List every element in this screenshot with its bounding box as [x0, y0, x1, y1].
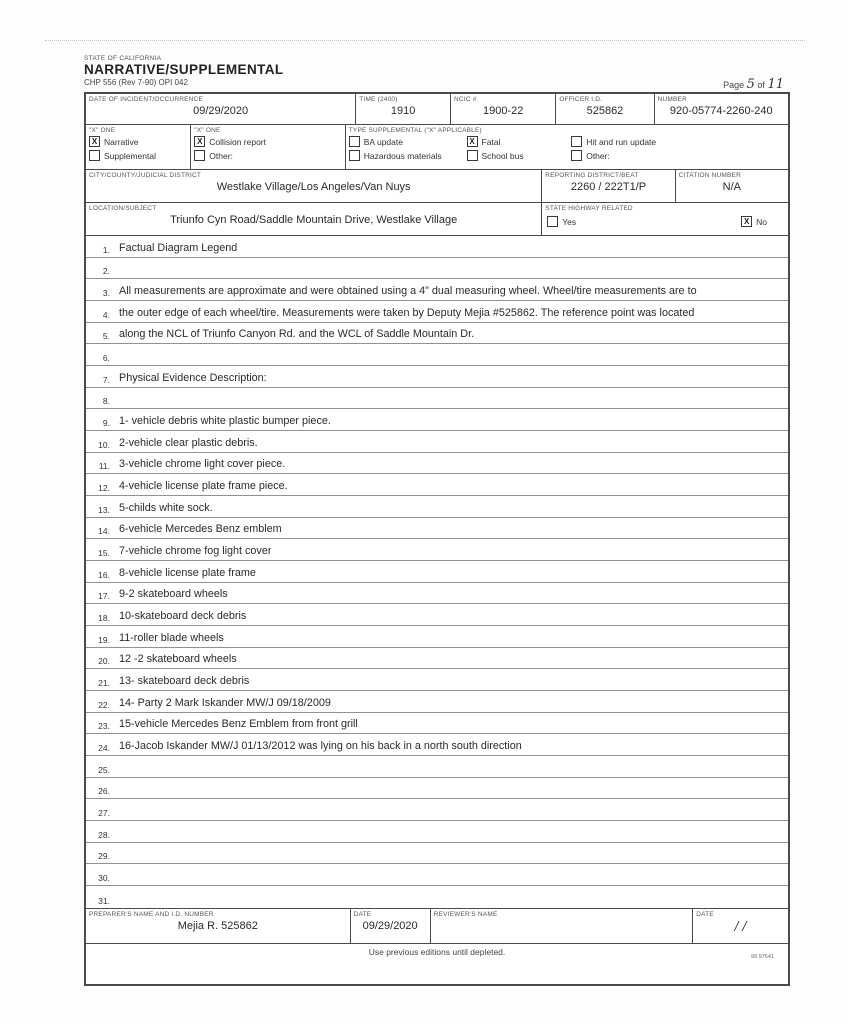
narrative-line — [86, 691, 788, 713]
field-date-of-incident: DATE OF INCIDENT/OCCURRENCE 09/29/2020 — [86, 94, 356, 124]
line-number: 22. — [98, 699, 110, 710]
narrative-line — [86, 669, 788, 691]
page-indicator — [723, 77, 784, 92]
narrative-line — [86, 409, 788, 431]
checkbox-icon — [89, 136, 100, 147]
narrative-line — [86, 821, 788, 843]
row-incident-info — [86, 94, 788, 125]
field-location: LOCATION/SUBJECT Triunfo Cyn Road/Saddle Mountain Drive, Westlake Village — [86, 203, 542, 235]
narrative-line — [86, 778, 788, 800]
row-jurisdiction — [86, 170, 788, 203]
group-x-one-1: "X" ONE X Narrative Supplemental — [86, 125, 191, 169]
page-total: 11 — [767, 77, 784, 92]
line-text: 9-2 skateboard wheels — [119, 588, 228, 601]
line-number: 17. — [98, 591, 110, 602]
form-table — [84, 92, 790, 986]
line-text: 7-vehicle chrome fog light cover — [119, 545, 272, 558]
checkbox-icon — [571, 136, 582, 147]
narrative-line — [86, 453, 788, 475]
line-number: 6. — [102, 353, 110, 364]
line-number: 4. — [102, 309, 110, 320]
narrative-line — [86, 561, 788, 583]
line-text: All measurements are approximate and were obtained using a 4" dual measuring wheel. Wheel/tire measurements are to — [119, 285, 697, 298]
narrative-line — [86, 496, 788, 518]
line-number: 10. — [98, 439, 110, 450]
narrative-line — [86, 474, 788, 496]
supplemental-checkbox: Supplemental — [89, 150, 187, 161]
line-text: 8-vehicle license plate frame — [119, 566, 256, 579]
state-label: STATE OF CALIFORNIA — [84, 55, 162, 62]
line-text: 6-vehicle Mercedes Benz emblem — [119, 523, 282, 536]
form-header — [84, 55, 790, 92]
line-text — [110, 405, 119, 408]
narrative-line — [86, 734, 788, 756]
narrative-line — [86, 886, 788, 908]
chp556-form — [84, 55, 790, 986]
line-number: 26. — [98, 786, 110, 797]
line-text: 3-vehicle chrome light cover piece. — [119, 458, 286, 471]
line-number: 8. — [102, 396, 110, 407]
line-number: 15. — [98, 548, 110, 559]
narrative-line — [86, 583, 788, 605]
line-text: 14- Party 2 Mark Iskander MW/J 09/18/2009 — [119, 696, 331, 709]
line-number: 11. — [98, 461, 110, 472]
checkbox-icon — [349, 136, 360, 147]
field-state-highway: STATE HIGHWAY RELATED Yes X No — [542, 203, 788, 235]
checkbox-icon — [741, 216, 752, 227]
line-number: 29. — [98, 851, 110, 862]
field-reporting-district: REPORTING DISTRICT/BEAT 2260 / 222T1/P — [542, 170, 675, 202]
line-text: 5-childs white sock. — [119, 501, 213, 514]
narrative-line — [86, 366, 788, 388]
line-number: 19. — [98, 634, 110, 645]
field-preparer: PREPARER'S NAME AND I.D. NUMBER Mejia R. 525862 — [86, 909, 351, 943]
narrative-line — [86, 236, 788, 258]
other1-checkbox: Other: — [194, 150, 341, 161]
line-number: 25. — [98, 764, 110, 775]
line-text: along the NCL of Triunfo Canyon Rd. and the WCL of Saddle Mountain Dr. — [119, 328, 475, 341]
field-reviewer-date: DATE / / — [696, 910, 747, 933]
checkbox-icon — [194, 136, 205, 147]
field-preparer-date: DATE 09/29/2020 — [351, 909, 431, 943]
field-officer-id: OFFICER I.D. 525862 — [556, 94, 654, 124]
scan-edge-line — [45, 40, 805, 41]
fatal-checkbox: X Fatal — [467, 136, 572, 147]
line-text — [110, 275, 119, 278]
group-x-one-2: "X" ONE X Collision report Other: — [191, 125, 345, 169]
field-ncic: NCIC # 1900-22 — [451, 94, 556, 124]
checkbox-icon — [349, 150, 360, 161]
hit-and-run-checkbox: Hit and run update — [571, 136, 785, 147]
narrative-line — [86, 258, 788, 280]
stock-number: 99 97541 — [751, 953, 774, 960]
line-number: 3. — [102, 288, 110, 299]
line-number: 27. — [98, 808, 110, 819]
field-city-county: CITY/COUNTY/JUDICIAL DISTRICT Westlake Village/Los Angeles/Van Nuys — [86, 170, 542, 202]
line-number: 18. — [98, 613, 110, 624]
row-location — [86, 203, 788, 236]
field-citation-number: CITATION NUMBER N/A — [678, 172, 742, 193]
line-number: 2. — [102, 266, 110, 277]
type-col-3 — [571, 136, 785, 161]
collision-report-checkbox: X Collision report — [194, 136, 341, 147]
hazardous-materials-checkbox: Hazardous materials — [349, 150, 467, 161]
line-text — [110, 774, 119, 777]
narrative-line — [86, 626, 788, 648]
narrative-line — [86, 344, 788, 366]
school-bus-checkbox: School bus — [467, 150, 572, 161]
line-text: 15-vehicle Mercedes Benz Emblem from front grill — [119, 718, 358, 731]
line-text — [110, 882, 119, 885]
narrative-line — [86, 713, 788, 735]
line-text: 2-vehicle clear plastic debris. — [119, 436, 258, 449]
edition-note: Use previous editions until depleted. — [368, 946, 506, 957]
line-text — [110, 905, 119, 908]
line-text: 1- vehicle debris white plastic bumper piece. — [119, 415, 331, 428]
row-footer — [86, 908, 788, 944]
state-highway-no-checkbox: X No — [741, 216, 767, 227]
form-id: CHP 556 (Rev 7-90) OPI 042 — [84, 78, 188, 87]
field-reviewer: REVIEWER'S NAME — [431, 909, 694, 943]
line-number: 28. — [98, 829, 110, 840]
narrative-line — [86, 864, 788, 886]
type-col-1 — [349, 136, 467, 161]
narrative-line — [86, 431, 788, 453]
line-number: 23. — [98, 721, 110, 732]
note-area — [86, 944, 788, 984]
narrative-lines — [86, 236, 788, 908]
page-of-label: of — [757, 80, 765, 90]
narrative-line — [86, 799, 788, 821]
narrative-line — [86, 323, 788, 345]
line-text: the outer edge of each wheel/tire. Measurements were taken by Deputy Mejia #525862. The reference point was located — [119, 306, 695, 319]
line-text: 13- skateboard deck debris — [119, 675, 250, 688]
narrative-checkbox: X Narrative — [89, 136, 187, 147]
narrative-line — [86, 518, 788, 540]
narrative-line — [86, 843, 788, 865]
page-label: Page — [723, 80, 745, 90]
line-number: 7. — [102, 374, 110, 385]
checkbox-icon — [571, 150, 582, 161]
checkbox-icon — [89, 150, 100, 161]
narrative-line — [86, 604, 788, 626]
group-type-supplemental: TYPE SUPPLEMENTAL ("X" APPLICABLE) BA update Hazardous materials X Fatal School bus Hit and run update Other: — [346, 125, 788, 169]
line-number: 31. — [98, 895, 110, 906]
line-text: 11-roller blade wheels — [119, 631, 224, 644]
other2-checkbox: Other: — [571, 150, 785, 161]
line-number: 14. — [98, 526, 110, 537]
line-number: 5. — [102, 331, 110, 342]
line-text — [110, 860, 119, 863]
line-number: 13. — [98, 504, 110, 515]
ba-update-checkbox: BA update — [349, 136, 467, 147]
narrative-line — [86, 539, 788, 561]
line-number: 9. — [102, 418, 110, 429]
narrative-line — [86, 279, 788, 301]
line-text: 12 -2 skateboard wheels — [119, 653, 237, 666]
state-highway-yes-checkbox: Yes — [547, 216, 576, 227]
checkbox-icon — [467, 136, 478, 147]
line-number: 30. — [98, 873, 110, 884]
line-text — [110, 362, 119, 365]
narrative-line — [86, 756, 788, 778]
line-text: Factual Diagram Legend — [119, 241, 238, 254]
form-title: NARRATIVE/SUPPLEMENTAL — [84, 62, 284, 77]
line-number: 1. — [102, 244, 110, 255]
line-text: 4-vehicle license plate frame piece. — [119, 480, 288, 493]
line-number: 21. — [98, 678, 110, 689]
line-text — [110, 795, 119, 798]
checkbox-icon — [547, 216, 558, 227]
narrative-line — [86, 301, 788, 323]
line-number: 20. — [98, 656, 110, 667]
line-text — [110, 817, 119, 820]
line-text: 16-Jacob Iskander MW/J 01/13/2012 was lying on his back in a north south direction — [119, 740, 522, 753]
line-number: 12. — [98, 483, 110, 494]
narrative-line — [86, 388, 788, 410]
narrative-line — [86, 648, 788, 670]
line-number: 24. — [98, 743, 110, 754]
type-col-2 — [467, 136, 572, 161]
line-number: 16. — [98, 569, 110, 580]
page-number: 5 — [746, 77, 755, 92]
row-report-type — [86, 125, 788, 170]
field-time: TIME (2400) 1910 — [356, 94, 451, 124]
checkbox-icon — [467, 150, 478, 161]
line-text — [110, 839, 119, 842]
line-text: 10-skateboard deck debris — [119, 610, 247, 623]
checkbox-icon — [194, 150, 205, 161]
field-number: NUMBER 920-05774-2260-240 — [657, 96, 773, 117]
line-text: Physical Evidence Description: — [119, 371, 267, 384]
